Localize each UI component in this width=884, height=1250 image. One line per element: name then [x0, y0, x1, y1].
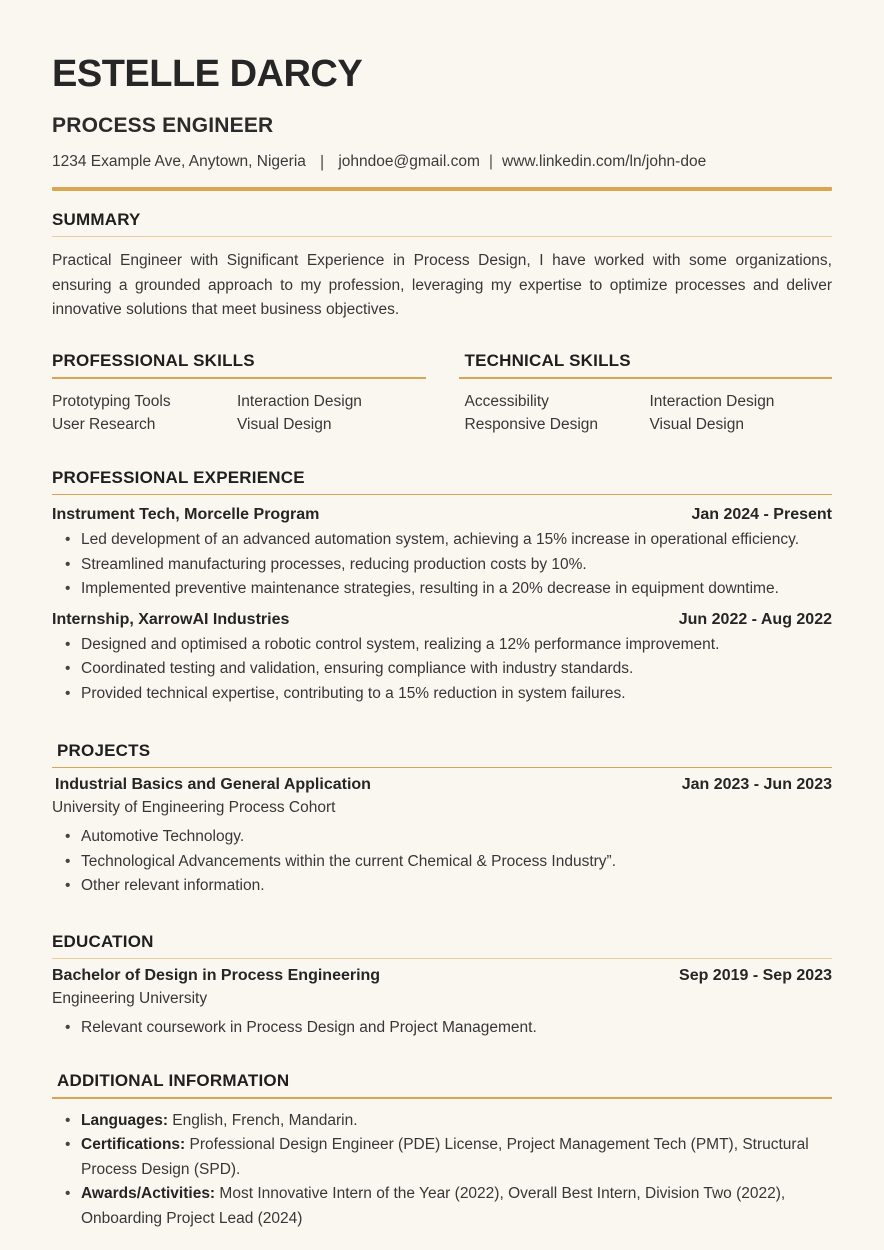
experience-dates: Jan 2024 - Present — [691, 506, 832, 524]
project-entry — [52, 776, 832, 899]
experience-entry — [52, 611, 832, 707]
project-subtitle: University of Engineering Process Cohort — [52, 799, 336, 817]
skill-column — [52, 390, 237, 437]
experience-bullet: • Implemented preventive maintenance strategies, resulting in a 20% decrease in equipment downtime. — [52, 577, 832, 602]
section-summary — [52, 210, 832, 323]
experience-bullet: • Streamlined manufacturing processes, reducing production costs by 10%. — [52, 553, 832, 578]
project-dates: Jan 2023 - Jun 2023 — [681, 776, 832, 794]
additional-info-item — [52, 1182, 832, 1231]
skill-column — [650, 390, 775, 437]
skill-item: Interaction Design — [237, 392, 362, 410]
info-text: English, French, Mandarin. — [172, 1111, 358, 1129]
experience-entry-header — [52, 611, 832, 629]
additional-info-item — [52, 1133, 832, 1182]
experience-title: Internship, XarrowAI Industries — [52, 610, 290, 628]
candidate-name: ESTELLE DARCY — [52, 53, 363, 95]
experience-rule — [52, 494, 832, 496]
section-experience — [52, 468, 832, 707]
skills-row — [52, 351, 832, 437]
additional-info-item — [52, 1109, 832, 1134]
education-bullets — [52, 1016, 832, 1041]
contact-website: www.linkedin.com/ln/john-doe — [502, 152, 707, 170]
technical-skills-list — [459, 390, 833, 437]
experience-title: Instrument Tech, Morcelle Program — [52, 506, 320, 524]
skill-item: Accessibility — [464, 392, 549, 410]
contact-line — [52, 152, 832, 172]
project-bullet: • Automotive Technology. — [52, 825, 832, 850]
project-bullet: • Technological Advancements within the current Chemical & Process Industry”. — [52, 850, 832, 875]
experience-bullet: • Provided technical expertise, contributing to a 15% reduction in system failures. — [52, 682, 832, 707]
education-heading: EDUCATION — [52, 931, 154, 951]
education-degree: Bachelor of Design in Process Engineering — [52, 967, 381, 985]
experience-bullet: • Coordinated testing and validation, ensuring compliance with industry standards. — [52, 657, 832, 682]
skill-item: Visual Design — [237, 416, 332, 434]
section-projects — [52, 741, 832, 899]
skill-column — [237, 390, 362, 437]
technical-skills-heading: TECHNICAL SKILLS — [464, 351, 631, 371]
education-school: Engineering University — [52, 990, 208, 1008]
project-bullets — [52, 825, 832, 899]
additional-info-heading: ADDITIONAL INFORMATION — [57, 1071, 290, 1091]
education-entry — [52, 967, 832, 1041]
experience-heading: PROFESSIONAL EXPERIENCE — [52, 467, 305, 487]
projects-heading: PROJECTS — [57, 740, 151, 760]
professional-skills-rule — [52, 377, 426, 379]
summary-heading: SUMMARY — [52, 209, 141, 229]
contact-divider: | — [319, 151, 325, 171]
resume-header — [52, 54, 832, 191]
info-text: Most Innovative Intern of the Year (2022), Overall Best Intern, Division Two (2022), Onboarding Project Lead (2024) — [81, 1185, 786, 1227]
summary-rule — [52, 236, 832, 238]
additional-info-list — [52, 1109, 832, 1232]
education-bullet: • Relevant coursework in Process Design and Project Management. — [52, 1016, 832, 1041]
experience-entry — [52, 506, 832, 602]
contact-address: 1234 Example Ave, Anytown, Nigeria — [52, 152, 306, 170]
info-label: Awards/Activities: — [81, 1185, 216, 1203]
summary-text: Practical Engineer with Significant Experience in Process Design, I have worked with some organizations, ensuring a grounded approach to my profession, leveraging my expertise to optimize processes and deliver innovative solutions that meet business objectives. — [52, 252, 832, 319]
professional-skills-heading: PROFESSIONAL SKILLS — [52, 351, 255, 371]
projects-rule — [52, 767, 832, 769]
section-education — [52, 932, 832, 1041]
technical-skills-rule — [459, 377, 833, 379]
section-additional-info — [52, 1071, 832, 1231]
project-bullet: • Other relevant information. — [52, 874, 832, 899]
experience-dates: Jun 2022 - Aug 2022 — [678, 610, 832, 628]
project-title: Industrial Basics and General Application — [55, 776, 371, 794]
experience-bullets — [52, 528, 832, 602]
skill-item: Interaction Design — [649, 392, 775, 410]
header-divider-rule — [52, 187, 832, 191]
info-label: Certifications: — [81, 1136, 186, 1154]
contact-email: johndoe@gmail.com — [338, 152, 480, 170]
experience-bullets — [52, 633, 832, 707]
additional-info-rule — [52, 1097, 832, 1099]
education-rule — [52, 958, 832, 960]
info-label: Languages: — [81, 1111, 168, 1129]
skill-item: User Research — [52, 416, 156, 434]
professional-skills-list — [52, 390, 426, 437]
contact-divider: | — [488, 152, 494, 170]
skill-item: Visual Design — [649, 416, 744, 434]
section-technical-skills — [459, 351, 833, 437]
info-text: Professional Design Engineer (PDE) License, Project Management Tech (PMT), Structural Process Design (SPD). — [81, 1136, 809, 1178]
candidate-title: PROCESS ENGINEER — [52, 113, 274, 137]
education-dates: Sep 2019 - Sep 2023 — [679, 967, 832, 985]
section-professional-skills — [52, 351, 426, 437]
skill-column — [465, 390, 650, 437]
experience-entry-header — [52, 506, 832, 524]
skill-item: Responsive Design — [464, 416, 599, 434]
skill-item: Prototyping Tools — [52, 392, 171, 410]
experience-bullet: • Designed and optimised a robotic control system, realizing a 12% performance improvement. — [52, 633, 832, 658]
experience-bullet: • Led development of an advanced automation system, achieving a 15% increase in operational efficiency. — [52, 528, 832, 553]
